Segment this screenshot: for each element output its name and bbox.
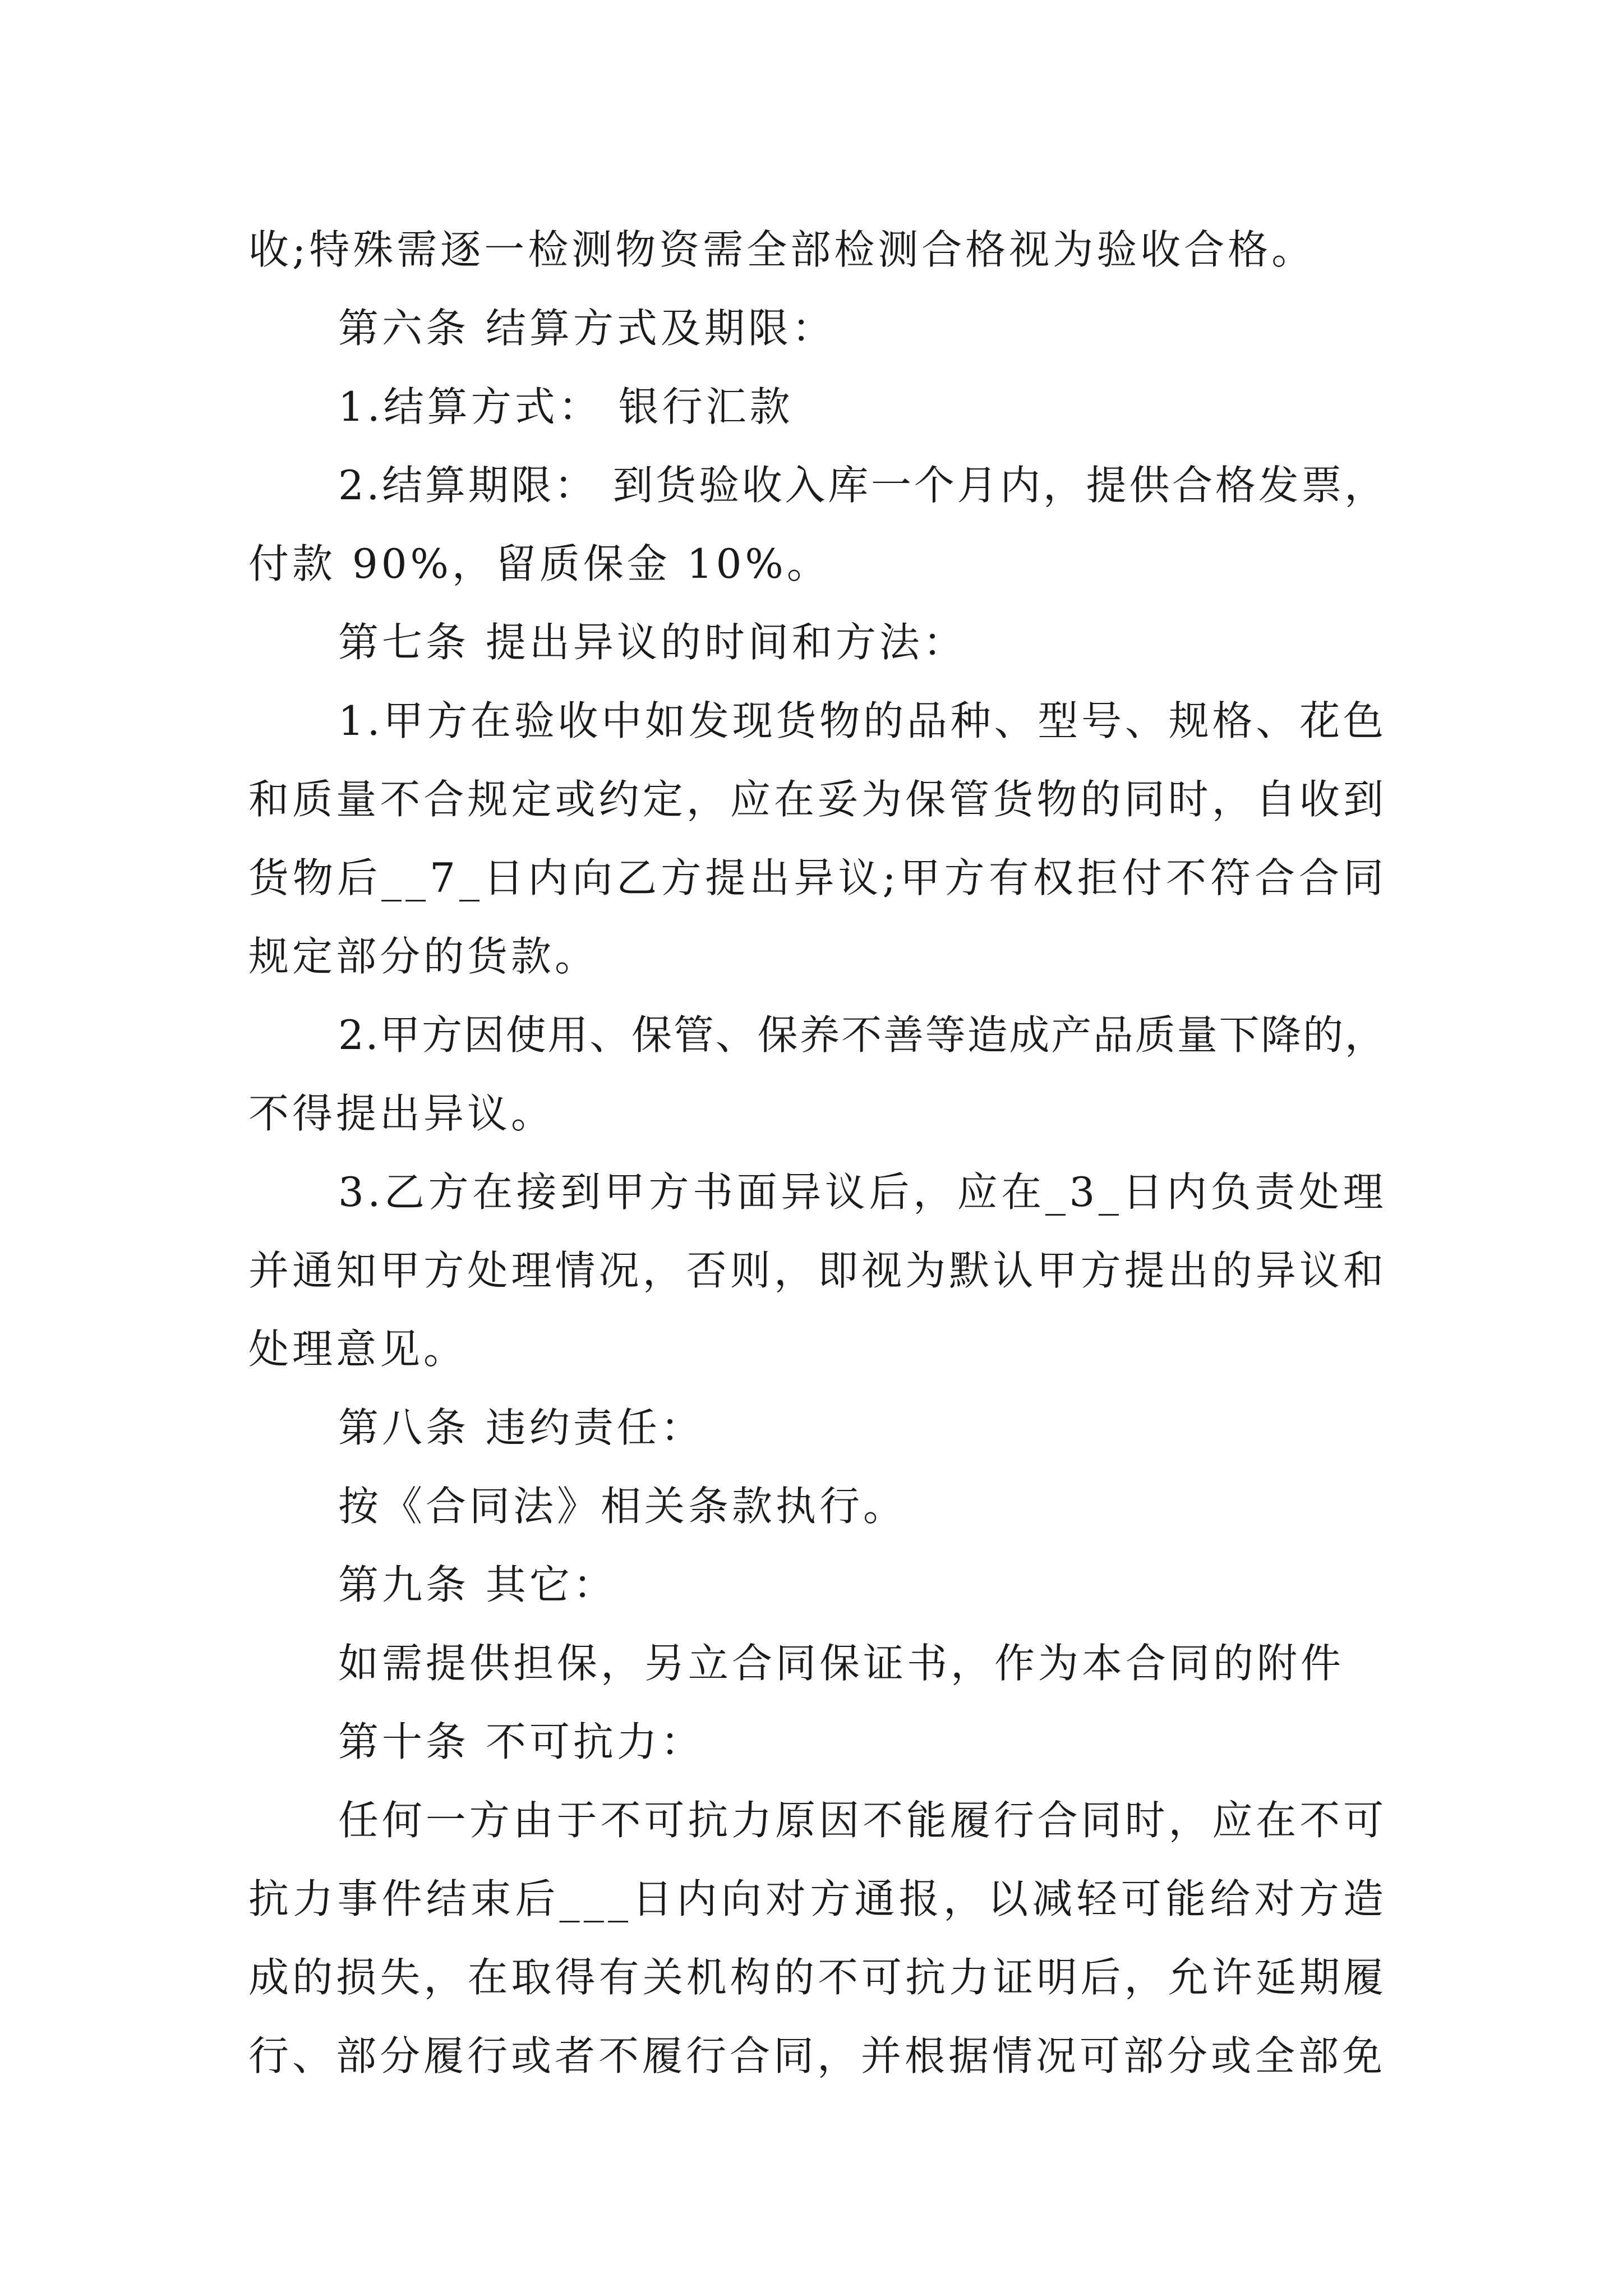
- paragraph-p11: [248, 1624, 1387, 1703]
- text-line: 规定部分的货款。: [248, 933, 599, 980]
- document-body: [248, 210, 1387, 2095]
- text-line: 如需提供担保，另立合同保证书，作为本合同的附件: [338, 1640, 1345, 1687]
- text-line: 任何一方由于不可抗力原因不能履行合同时，应在不可: [338, 1797, 1387, 1844]
- text-line: 第八条 违约责任：: [338, 1404, 704, 1451]
- text-line: 第九条 其它：: [338, 1561, 617, 1608]
- text-line: 付款 90%，留质保金 10%。: [248, 540, 831, 587]
- paragraph-p1: [248, 289, 1387, 367]
- text-line: 2.甲方因使用、保管、保养不善等造成产品质量下降的，: [338, 1011, 1387, 1059]
- text-line: 按《合同法》相关条款执行。: [338, 1483, 907, 1530]
- paragraph-p12: [248, 1703, 1387, 1781]
- paragraph-p13: [248, 1781, 1387, 2095]
- text-line: 不得提出异议。: [248, 1090, 555, 1137]
- text-line: 货物后__7_日内向乙方提出异议;甲方有权拒付不符合合同: [248, 854, 1388, 901]
- text-line: 和质量不合规定或约定，应在妥为保管货物的同时，自收到: [248, 776, 1387, 823]
- paragraph-p5: [248, 682, 1387, 996]
- paragraph-p10: [248, 1545, 1387, 1624]
- paragraph-p7: [248, 1153, 1387, 1388]
- text-line: 成的损失，在取得有关机构的不可抗力证明后，允许延期履: [248, 1954, 1387, 2001]
- text-line: 收;特殊需逐一检测物资需全部检测合格视为验收合格。: [248, 226, 1316, 273]
- text-line: 处理意见。: [248, 1326, 468, 1373]
- paragraph-p9: [248, 1467, 1387, 1545]
- text-line: 行、部分履行或者不履行合同，并根据情况可部分或全部免: [248, 2032, 1386, 2079]
- text-line: 第七条 提出异议的时间和方法：: [338, 619, 967, 666]
- text-line: 第十条 不可抗力：: [338, 1718, 704, 1765]
- paragraph-p0: [248, 210, 1387, 289]
- text-line: 抗力事件结束后___日内向对方通报，以减轻可能给对方造: [248, 1875, 1388, 1922]
- paragraph-p2: [248, 367, 1387, 446]
- text-line: 1.结算方式： 银行汇款: [338, 383, 794, 430]
- text-line: 并通知甲方处理情况，否则，即视为默认甲方提出的异议和: [248, 1247, 1387, 1294]
- text-line: 3.乙方在接到甲方书面异议后，应在_3_日内负责处理: [338, 1168, 1387, 1216]
- paragraph-p4: [248, 603, 1387, 682]
- text-line: 第六条 结算方式及期限：: [338, 305, 836, 352]
- text-line: 1.甲方在验收中如发现货物的品种、型号、规格、花色: [338, 697, 1387, 744]
- text-line: 2.结算期限： 到货验收入库一个月内，提供合格发票，: [338, 462, 1387, 509]
- paragraph-p6: [248, 996, 1387, 1153]
- paragraph-p3: [248, 446, 1387, 603]
- paragraph-p8: [248, 1388, 1387, 1467]
